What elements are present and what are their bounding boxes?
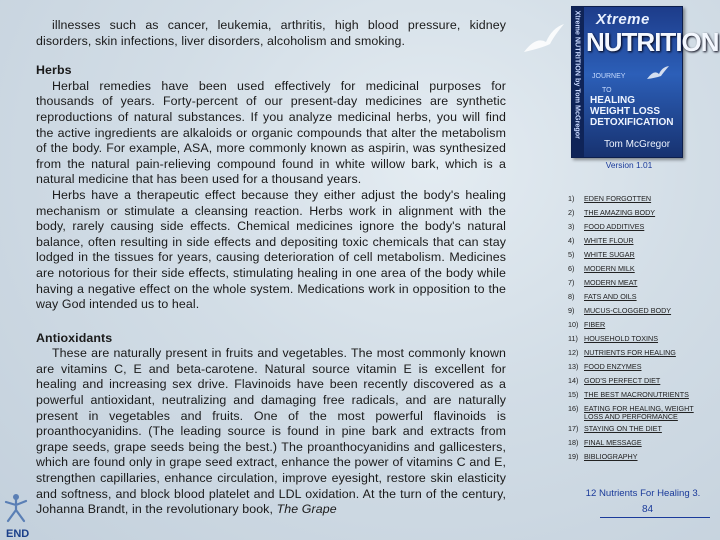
toc-item[interactable]: 14) GOD'S PERFECT DIET [568, 376, 661, 385]
toc-item[interactable]: 16) EATING FOR HEALING, WEIGHT LOSS AND PERFORMANCE [568, 404, 694, 421]
toc-item[interactable]: 2) THE AMAZING BODY [568, 208, 656, 217]
cover-line-2: WEIGHT LOSS [590, 106, 660, 117]
cover-to: TO [602, 87, 612, 94]
toc-item[interactable]: 7) MODERN MEAT [568, 278, 638, 287]
book-cover[interactable] [571, 6, 719, 158]
toc-item[interactable]: 19) BIBLIOGRAPHY [568, 452, 638, 461]
toc-item[interactable]: 6) MODERN MILK [568, 264, 635, 273]
toc-item[interactable]: 12) NUTRIENTS FOR HEALING [568, 348, 676, 357]
cover-nutrition: NUTRITION [586, 27, 719, 57]
cover-subtitle [590, 95, 674, 128]
toc-item[interactable]: 17) STAYING ON THE DIET [568, 424, 662, 433]
version-label: Version 1.01 [605, 160, 653, 170]
end-button[interactable]: END [6, 528, 30, 540]
seagull-icon [522, 22, 566, 60]
main-text [36, 18, 506, 518]
spine-text: Xtreme NUTRITION by Tom McGregor [573, 10, 583, 139]
cover-seagull-icon [646, 65, 670, 81]
page-underline [600, 517, 710, 518]
toc-item[interactable]: 1) EDEN FORGOTTEN [568, 194, 652, 203]
runner-icon[interactable] [3, 493, 29, 523]
herbs-heading: Herbs [36, 63, 72, 78]
cover-journey: JOURNEY [592, 73, 626, 80]
antioxidants-text: These are naturally present in fruits and vegetables. The most commonly known are vitamins C, E and beta-carotene. Natural source vitamin E is excellent for healing and increasing sex drive. Flavinoids have been recently discovered as a powerful antioxidant, neutralizing and damaging free radicals, and are naturally present in vegetables and fruits. One of the most powerful flavinoids is proanthocyanidins. (The leading source is found in pine bark and extracts from grape seeds, grape seeds being the best.) The proanthocyanidins and gallicesters, which are found only in grape seed extract, enhance the power of vitamins C and E, strengthen capillaries, enhance circulation, improve eyesight, restore skin elasticity and softness, and block blood platelet and LDL oxidation. At the turn of the century, Johanna Brandt, in the revolutionary book, [36, 346, 506, 517]
toc-item[interactable]: 15) THE BEST MACRONUTRIENTS [568, 390, 689, 399]
page-number: 84 [642, 504, 654, 515]
cover-author: Tom McGregor [604, 139, 671, 150]
herbs-paragraph-2: Herbs have a therapeutic effect because they either adjust the body's healing mechanism or stimulate a cleansing reaction. Herbs work in alignment with the body, rarely causing side effects. Chemical medicines ignore the body's natural balance, often resulting in side effects and depositing toxic chemicals that can stay lodged in the tissues for years, causing deterioration of cell metabolism. Medicines are notorious for their side effects, stimulating healing in one area of the body while having a negative effect on the whole system. Medications work in opposition to the way God intended us to heal. [36, 187, 506, 312]
toc-item[interactable]: 10) FIBER [568, 320, 606, 329]
intro-paragraph: illnesses such as cancer, leukemia, arthritis, high blood pressure, kidney disorders, skin infections, liver disorders, alcoholism and smoking. [36, 18, 506, 48]
footer-chapter-title: 12 Nutrients For Healing 3. [585, 488, 701, 499]
book-spine [572, 7, 584, 157]
toc-item[interactable]: 3) FOOD ADDITIVES [568, 222, 645, 231]
cover-xtreme: Xtreme [596, 11, 650, 28]
antioxidants-paragraph [36, 346, 506, 518]
cover-line-1: HEALING [590, 95, 635, 106]
toc-item[interactable]: 8) FATS AND OILS [568, 292, 637, 301]
toc-item[interactable]: 18) FINAL MESSAGE [568, 438, 642, 447]
antioxidants-heading: Antioxidants [36, 330, 113, 345]
cover-line-3: DETOXIFICATION [590, 117, 674, 128]
toc-item[interactable]: 13) FOOD ENZYMES [568, 362, 642, 371]
toc-item[interactable]: 5) WHITE SUGAR [568, 250, 635, 259]
toc-item[interactable]: 9) MUCUS-CLOGGED BODY [568, 306, 672, 315]
book-title: The Grape [276, 502, 337, 517]
herbs-paragraph-1: Herbal remedies have been used effectively for medicinal purposes for thousands of years. Forty-percent of our present-day medicines are synthetic reproductions of natural substances. If you analyze medicinal herbs, you will find the active ingredients are alkaloids or organic compounds that alter the metabolism of the body. For example, ASA, more commonly known as aspirin, was synthesized from the natural pain-relieving compound found in white willow bark, which is a natural medicine that has been used for a thousand years. [36, 78, 506, 187]
toc-item[interactable]: 4) WHITE FLOUR [568, 236, 634, 245]
toc-item[interactable]: 11) HOUSEHOLD TOXINS [568, 334, 659, 343]
